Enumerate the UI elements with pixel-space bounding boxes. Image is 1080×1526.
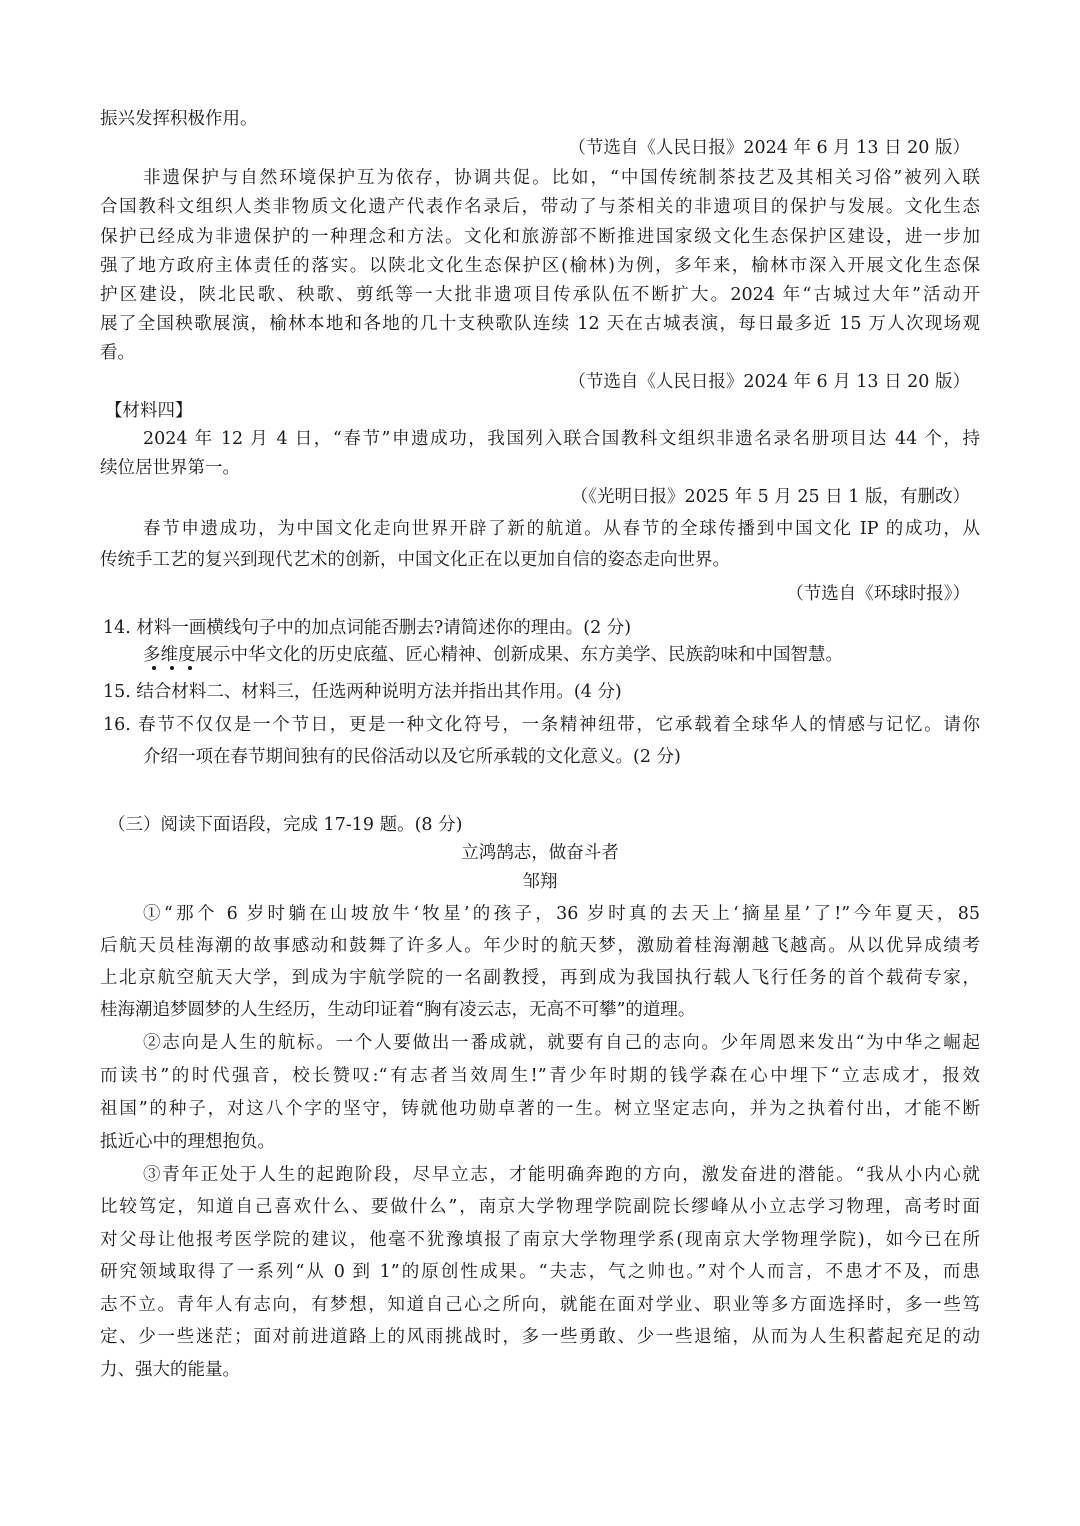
paragraph-line: 传统手工艺的复兴到现代艺术的创新，中国文化正在以更加自信的姿态走向世界。 <box>100 550 730 570</box>
paragraph-line: 保护已经成为非遗保护的一种理念和方法。文化和旅游部不断推进国家级文化生态保护区建设，进一步加 <box>100 227 980 247</box>
source-citation: （节选自《人民日报》2024 年 6 月 13 日 20 版） <box>568 372 970 392</box>
paragraph-line: 研究领域取得了一系列“从 0 到 1”的原创性成果。“夫志，气之帅也。”对个人而言，不患才不及，而患 <box>100 1262 980 1282</box>
source-citation: （《光明日报》2025 年 5 月 25 日 1 版，有删改） <box>570 487 970 507</box>
paragraph-line: 桂海潮追梦圆梦的人生经历，生动印证着“胸有凌云志，无高不可攀”的道理。 <box>100 1000 696 1020</box>
article-title: 立鸿鹄志，做奋斗者 <box>461 843 619 863</box>
question-14-sentence: 多维度展示中华文化的历史底蕴、匠心精神、创新成果、东方美学、民族韵味和中国智慧。 <box>143 645 843 665</box>
source-citation: （节选自《环球时报》） <box>786 584 970 604</box>
paragraph-line: 上北京航空航天大学，到成为宇航学院的一名副教授，再到成为我国执行载人飞行任务的首个载荷专家， <box>100 968 980 988</box>
paragraph-line: 续位居世界第一。 <box>100 458 240 478</box>
paragraph-line: 后航天员桂海潮的故事感动和鼓舞了许多人。年少时的航天梦，激励着桂海潮越飞越高。从以优异成绩考 <box>100 936 980 956</box>
paragraph-line: ③青年正处于人生的起跑阶段，尽早立志，才能明确奔跑的方向，激发奋进的潜能。“我从小内心就 <box>143 1165 980 1185</box>
paragraph-line: 志不立。青年人有志向，有梦想，知道自己心之所向，就能在面对学业、职业等多方面选择时，多一些笃 <box>100 1295 980 1315</box>
question-16-continued: 介绍一项在春节期间独有的民俗活动以及它所承载的文化意义。(2 分) <box>143 747 681 767</box>
paragraph-line: 定、少一些迷茫；面对前进道路上的风雨挑战时，多一些勇敢、少一些退缩，从而为人生积蓄起充足的动 <box>100 1327 980 1347</box>
paragraph-line: 2024 年 12 月 4 日，“春节”申遗成功，我国列入联合国教科文组织非遗名录名册项目达 44 个，持 <box>143 429 980 449</box>
paragraph-line: 振兴发挥积极作用。 <box>100 109 258 129</box>
paragraph-line: 抵近心中的理想抱负。 <box>100 1132 275 1152</box>
paragraph-line: 对父母让他报考医学院的建议，他毫不犹豫填报了南京大学物理学系(现南京大学物理学院)，如今已在所 <box>100 1230 980 1250</box>
paragraph-line: ①“那个 6 岁时躺在山坡放牛‘牧星’的孩子，36 岁时真的去天上‘摘星星’了!”今年夏天，85 <box>143 904 980 924</box>
question-14: 14. 材料一画横线句子中的加点词能否删去?请简述你的理由。(2 分) <box>103 618 632 638</box>
emphasis-dot <box>152 666 156 670</box>
material-four-heading: 【材料四】 <box>105 401 193 421</box>
emphasis-dot <box>170 666 174 670</box>
paragraph-line: 祖国”的种子，对这八个字的坚守，铸就他功勋卓著的一生。树立坚定志向，并为之执着付出，才能不断 <box>100 1099 980 1119</box>
paragraph-line: 而读书”的时代强音，校长赞叹:“有志者当效周生!”青少年时期的钱学森在心中埋下“立志成才，报效 <box>100 1066 980 1086</box>
emphasis-dot <box>188 666 192 670</box>
paragraph-line: 比较笃定，知道自己喜欢什么、要做什么”，南京大学物理学院副院长缪峰从小立志学习物理，高考时面 <box>100 1197 980 1217</box>
paragraph-line: 力、强大的能量。 <box>100 1360 240 1380</box>
paragraph-line: 护区建设，陕北民歌、秧歌、剪纸等一大批非遗项目传承队伍不断扩大。2024 年“古城过大年”活动开 <box>100 285 980 305</box>
article-author: 邹翔 <box>522 872 558 892</box>
paragraph-line: ②志向是人生的航标。一个人要做出一番成就，就要有自己的志向。少年周恩来发出“为中华之崛起 <box>143 1033 980 1053</box>
section-three-heading: （三）阅读下面语段，完成 17-19 题。(8 分) <box>108 815 463 835</box>
question-16: 16. 春节不仅仅是一个节日，更是一种文化符号，一条精神纽带，它承载着全球华人的情感与记忆。请你 <box>103 715 980 735</box>
paragraph-line: 非遗保护与自然环境保护互为依存，协调共促。比如，“中国传统制茶技艺及其相关习俗”被列入联 <box>143 168 980 188</box>
paragraph-line: 展了全国秧歌展演，榆林本地和各地的几十支秧歌队连续 12 天在古城表演，每日最多近 15 万人次现场观 <box>100 314 980 334</box>
source-citation: （节选自《人民日报》2024 年 6 月 13 日 20 版） <box>568 138 970 158</box>
paragraph-line: 春节申遗成功，为中国文化走向世界开辟了新的航道。从春节的全球传播到中国文化 IP 的成功，从 <box>143 519 980 539</box>
paragraph-line: 合国教科文组织人类非物质文化遗产代表作名录后，带动了与茶相关的非遗项目的保护与发展。文化生态 <box>100 197 980 217</box>
paragraph-line: 看。 <box>100 343 135 363</box>
paragraph-line: 强了地方政府主体责任的落实。以陕北文化生态保护区(榆林)为例，多年来，榆林市深入开展文化生态保 <box>100 256 980 276</box>
question-15: 15. 结合材料二、材料三，任选两种说明方法并指出其作用。(4 分) <box>103 682 622 702</box>
